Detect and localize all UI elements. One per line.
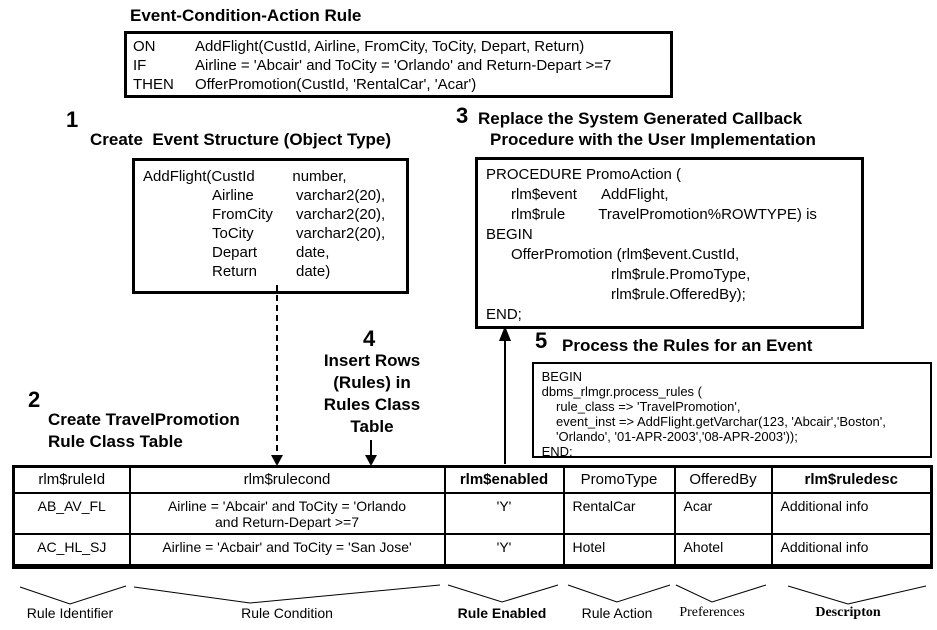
connector-v-description bbox=[788, 586, 926, 604]
field-type: varchar2(20), bbox=[296, 187, 386, 204]
cell-rule-desc: Additional info bbox=[772, 493, 932, 534]
code-line: rlm$event AddFlight, bbox=[486, 186, 669, 203]
footnote-rule-identifier: Rule Identifier bbox=[26, 605, 114, 621]
footnote-rule-condition: Rule Condition bbox=[241, 605, 333, 621]
header-promo-type: PromoType bbox=[564, 467, 675, 493]
diagram-title: Event-Condition-Action Rule bbox=[130, 6, 362, 25]
rule-cond-line2: and Return-Depart >=7 bbox=[215, 513, 359, 530]
rule-class-table bbox=[12, 465, 933, 569]
table-header-row bbox=[14, 467, 932, 493]
arrow-event-structure-to-table bbox=[271, 285, 283, 466]
step1-heading: Create Event Structure (Object Type) bbox=[90, 130, 392, 149]
footnote-rule-enabled: Rule Enabled bbox=[457, 605, 547, 621]
connector-v-rule-condition bbox=[134, 585, 440, 603]
header-offered-by: OfferedBy bbox=[675, 467, 772, 493]
cell-rule-desc: Additional info bbox=[772, 534, 932, 567]
header-rule-enabled: rlm$enabled bbox=[445, 467, 564, 493]
eca-keyword-then: THEN bbox=[133, 76, 174, 93]
code-line: rlm$rule.OfferedBy); bbox=[486, 286, 746, 303]
rule-cond-line1: Airline = 'Abcair' and ToCity = 'Orlando bbox=[167, 497, 407, 514]
cell-promo-type: RentalCar bbox=[564, 493, 675, 534]
field-type: date) bbox=[296, 263, 331, 280]
field-name: Airline bbox=[212, 187, 254, 204]
step4-line: (Rules) in bbox=[333, 373, 411, 392]
connector-v-rule-identifier bbox=[20, 586, 126, 604]
field-type: varchar2(20), bbox=[296, 225, 386, 242]
step4-line: Insert Rows bbox=[323, 351, 421, 370]
step4-number: 4 bbox=[363, 326, 376, 351]
step2-heading-line1: Create TravelPromotion bbox=[48, 410, 240, 429]
connector-v-preferences bbox=[676, 585, 766, 602]
cell-offered-by: Acar bbox=[675, 493, 772, 534]
code-line: dbms_rlmgr.process_rules ( bbox=[538, 384, 702, 399]
code-line: event_inst => AddFlight.getVarchar(123, 'Abcair','Boston', bbox=[538, 414, 886, 429]
cell-promo-type: Hotel bbox=[564, 534, 675, 567]
field-name: ToCity bbox=[212, 225, 254, 242]
field-name: Depart bbox=[212, 244, 258, 261]
step3-heading-line1: Replace the System Generated Callback bbox=[478, 109, 803, 128]
step5-heading: Process the Rules for an Event bbox=[562, 336, 813, 355]
field-name: FromCity bbox=[212, 206, 273, 223]
code-line: BEGIN bbox=[538, 369, 583, 384]
step4-line: Table bbox=[350, 417, 394, 436]
footnote-preferences: Preferences bbox=[679, 605, 745, 620]
step3-number: 3 bbox=[456, 103, 469, 128]
header-rule-desc: rlm$ruledesc bbox=[772, 467, 932, 493]
object-type-prefix: AddFlight( bbox=[143, 168, 212, 185]
code-line: PROCEDURE PromoAction ( bbox=[486, 166, 682, 183]
eca-keyword-if: IF bbox=[133, 57, 147, 74]
cell-offered-by: Ahotel bbox=[675, 534, 772, 567]
header-rule-cond: rlm$rulecond bbox=[130, 467, 445, 493]
cell-rule-cond: Airline = 'Acbair' and ToCity = 'San Jose' bbox=[130, 534, 445, 567]
code-line: END; bbox=[538, 444, 573, 459]
header-rule-id: rlm$ruleId bbox=[14, 467, 130, 493]
eca-condition-text: Airline = 'Abcair' and ToCity = 'Orlando' and Return-Depart >=7 bbox=[195, 57, 612, 74]
eca-action-text: OfferPromotion(CustId, 'RentalCar', 'Acar') bbox=[195, 76, 477, 93]
arrow-table-to-callback-procedure bbox=[499, 326, 511, 464]
cell-rule-enabled: 'Y' bbox=[445, 534, 564, 567]
code-line: BEGIN bbox=[486, 226, 533, 243]
code-line: OfferPromotion (rlm$event.CustId, bbox=[486, 246, 740, 263]
table-row bbox=[14, 493, 932, 534]
step1-number: 1 bbox=[66, 107, 79, 132]
cell-rule-enabled: 'Y' bbox=[445, 493, 564, 534]
field-name: Return bbox=[212, 263, 258, 280]
step4-line: Rules Class bbox=[323, 395, 421, 414]
code-line: rlm$rule TravelPromotion%ROWTYPE) is bbox=[486, 206, 817, 223]
step5-number: 5 bbox=[535, 328, 548, 353]
code-line: 'Orlando', '01-APR-2003','08-APR-2003')); bbox=[538, 429, 798, 444]
connector-v-rule-enabled bbox=[448, 585, 558, 602]
code-line: END; bbox=[486, 306, 522, 323]
table-row bbox=[14, 534, 932, 567]
code-line: rule_class => 'TravelPromotion', bbox=[538, 399, 741, 414]
footnote-description: Descripton bbox=[815, 605, 881, 620]
field-name: CustId bbox=[211, 168, 255, 185]
field-type: varchar2(20), bbox=[296, 206, 386, 223]
step3-heading-line2: Procedure with the User Implementation bbox=[490, 130, 816, 149]
footnote-rule-action: Rule Action bbox=[581, 605, 653, 621]
eca-event-text: AddFlight(CustId, Airline, FromCity, ToCity, Depart, Return) bbox=[195, 38, 585, 55]
field-type: number, bbox=[292, 168, 347, 185]
cell-rule-id: AB_AV_FL bbox=[14, 493, 130, 534]
eca-keyword-on: ON bbox=[133, 38, 156, 55]
field-type: date, bbox=[296, 244, 330, 261]
cell-rule-cond bbox=[130, 493, 445, 534]
step2-heading-line2: Rule Class Table bbox=[48, 432, 183, 451]
cell-rule-id: AC_HL_SJ bbox=[14, 534, 130, 567]
code-line: rlm$rule.PromoType, bbox=[486, 266, 751, 283]
arrow-insert-rows-to-table bbox=[365, 440, 377, 466]
step2-number: 2 bbox=[28, 387, 41, 412]
connector-v-rule-action bbox=[568, 585, 670, 602]
